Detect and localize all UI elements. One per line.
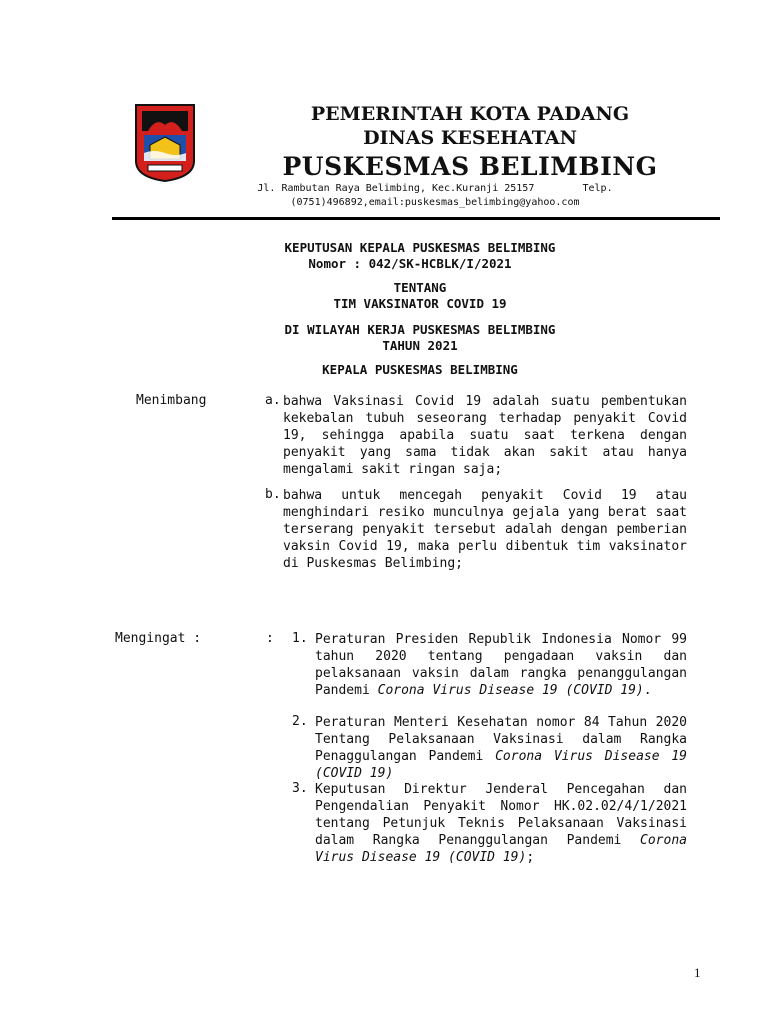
menimbang-item-b-letter: b. [265,487,281,502]
mengingat-colon: : [266,631,274,646]
address-line-1: Jl. Rambutan Raya Belimbing, Kec.Kuranji 25157 Telp. [257,183,613,194]
decision-title: KEPUTUSAN KEPALA PUSKESMAS BELIMBING [284,240,556,255]
decision-subject: TIM VAKSINATOR COVID 19 [333,296,507,311]
mengingat-item-3-number: 3. [292,781,308,796]
decision-about: TENTANG [393,280,447,295]
mengingat-item-3: Keputusan Direktur Jenderal Pencegahan dan Pengendalian Penyakit Nomor HK.02.02/4/1/2021 tentang Petunjuk Teknis Pelaksanaan Vaksinasi dalam Rangka Penanggulangan Pandemi Corona Virus Disease 19 (COVID 19); [315,782,687,865]
decision-year: TAHUN 2021 [382,338,458,353]
address-line-2: (0751)496892,email:puskesmas_belimbing@yahoo.com [290,197,580,208]
letterhead-government: PEMERINTAH KOTA PADANG [310,103,630,125]
mengingat-label: Mengingat : [115,631,202,646]
letterhead-department: DINAS KESEHATAN [363,127,577,149]
mengingat-item-2-number: 2. [292,714,308,729]
mengingat-item-1: Peraturan Presiden Republik Indonesia Nomor 99 tahun 2020 tentang pengadaan vaksin dan pelaksanaan vaksin dalam rangka penanggulangan Pandemi Corona Virus Disease 19 (COVID 19). [315,632,687,698]
letterhead-address [255,182,615,210]
mengingat-item-2: Peraturan Menteri Kesehatan nomor 84 Tahun 2020 Tentang Pelaksanaan Vaksinasi dalam Rangka Penaggulangan Pandemi Corona Virus Disease 19 (COVID 19) [315,715,688,781]
letterhead-divider [112,217,720,220]
decision-head: KEPALA PUSKESMAS BELIMBING [322,362,518,377]
mengingat-item-1-number: 1. [292,631,308,646]
menimbang-label: Menimbang [136,393,207,408]
page-number: 1 [694,965,701,980]
decision-area: DI WILAYAH KERJA PUSKESMAS BELIMBING [284,322,556,337]
decision-number: Nomor : 042/SK-HCBLK/I/2021 [308,256,512,271]
letterhead [220,102,720,184]
padang-city-crest-icon [134,103,196,183]
menimbang-item-a: bahwa Vaksinasi Covid 19 adalah suatu pembentukan kekebalan tubuh seseorang terhadap penyakit Covid 19, sehingga apabila suatu saat terkena dengan penyakit yang sama tidak akan sakit atau hanya mengalami sakit ringan saja; [283,394,687,477]
letterhead-institution: PUSKESMAS BELIMBING [282,152,658,181]
menimbang-item-b: bahwa untuk mencegah penyakit Covid 19 atau menghindari resiko munculnya gejala yang berat saat terserang penyakit tersebut adalah dengan pemberian vaksin Covid 19, maka perlu dibentuk tim vaksinator di Puskesmas Belimbing; [283,488,687,571]
menimbang-item-a-letter: a. [265,393,281,408]
